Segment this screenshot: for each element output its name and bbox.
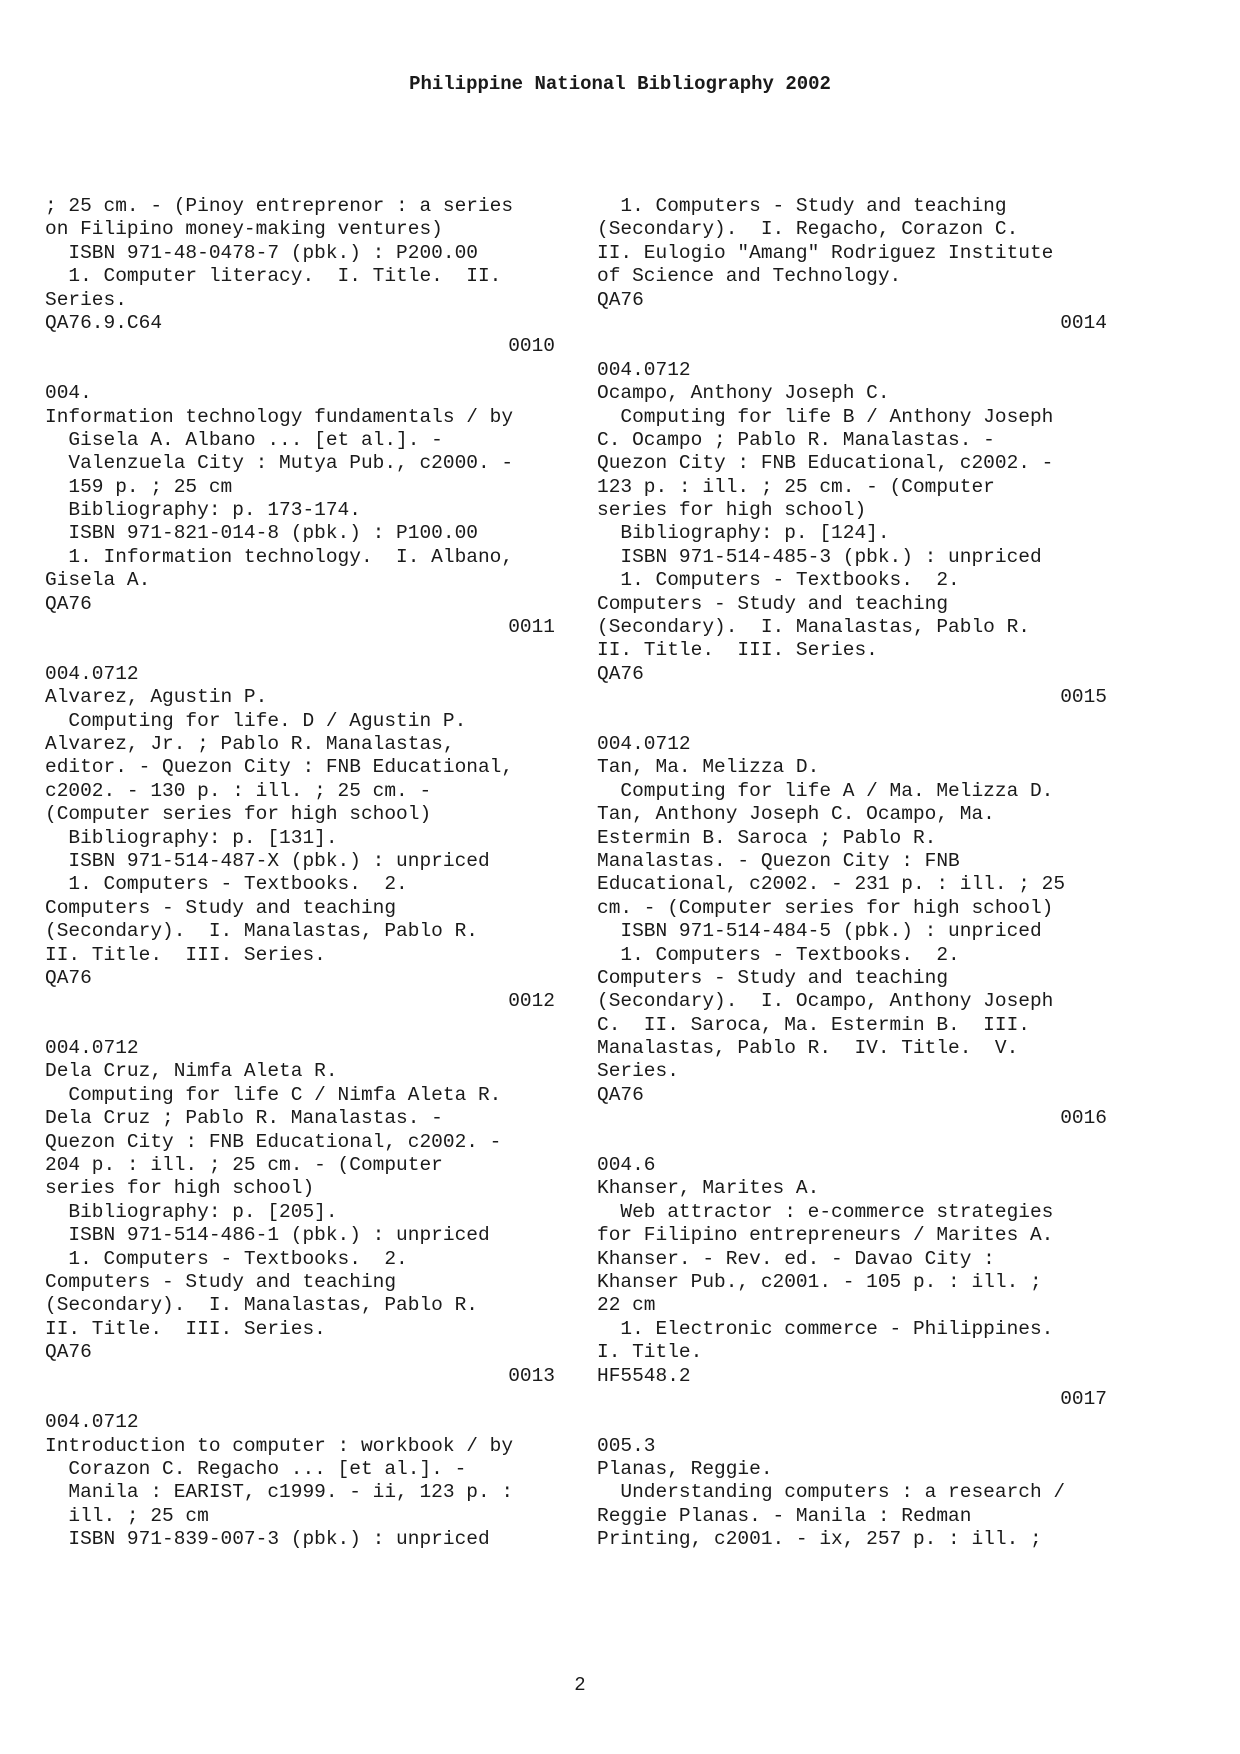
entry-0018-head (597, 1435, 1107, 1552)
entry-line: Web attractor : e-commerce strategies (597, 1200, 1054, 1223)
entry-line: series for high school) (597, 499, 867, 522)
entry-number: 0016 (1060, 1107, 1107, 1130)
entry-line: (Secondary). I. Ocampo, Anthony Joseph (597, 990, 1054, 1013)
entry-line: Dela Cruz ; Pablo R. Manalastas. - (45, 1107, 443, 1130)
entry-line: Series. (597, 1060, 679, 1083)
entry-line: QA76 (45, 592, 92, 615)
entry-line: Planas, Reggie. (597, 1458, 773, 1481)
entry-spacer (597, 1411, 1107, 1434)
entry-line: Gisela A. Albano ... [et al.]. - (45, 428, 443, 451)
entry-line: ill. ; 25 cm (45, 1504, 209, 1527)
entry-line: Quezon City : FNB Educational, c2002. - (597, 452, 1054, 475)
entry-number: 0012 (508, 990, 555, 1013)
entry-line: Bibliography: p. [124]. (597, 522, 890, 545)
entry-spacer (597, 1131, 1107, 1154)
entry-0014-tail (597, 195, 1107, 359)
entry-line: cm. - (Computer series for high school) (597, 896, 1054, 919)
entry-line: Reggie Planas. - Manila : Redman (597, 1504, 972, 1527)
entry-line: 22 cm (597, 1294, 656, 1317)
entry-line: 159 p. ; 25 cm (45, 475, 233, 498)
entry-line: (Computer series for high school) (45, 803, 432, 826)
entry-line: 1. Computers - Textbooks. 2. (597, 943, 960, 966)
entry-line: ISBN 971-839-007-3 (pbk.) : unpriced (45, 1528, 490, 1551)
entry-line: C. Ocampo ; Pablo R. Manalastas. - (597, 428, 995, 451)
entry-line: editor. - Quezon City : FNB Educational, (45, 756, 514, 779)
entry-spacer (45, 359, 555, 382)
entry-line: QA76 (45, 1341, 92, 1364)
entry-line: Manalastas, Pablo R. IV. Title. V. (597, 1037, 1019, 1060)
entry-line: Computing for life A / Ma. Melizza D. (597, 779, 1054, 802)
entry-line: Information technology fundamentals / by (45, 405, 514, 428)
entry-line: Understanding computers : a research / (597, 1481, 1066, 1504)
entry-0010-tail (45, 195, 555, 382)
entry-line: 004. (45, 382, 92, 405)
entry-line: 004.6 (597, 1154, 656, 1177)
entry-line: 004.0712 (45, 1411, 139, 1434)
entry-line: Ocampo, Anthony Joseph C. (597, 382, 890, 405)
entry-line: series for high school) (45, 1177, 315, 1200)
entry-line: 1. Computers - Textbooks. 2. (45, 1247, 408, 1270)
entry-line: Quezon City : FNB Educational, c2002. - (45, 1130, 502, 1153)
entry-0016 (597, 733, 1107, 1154)
entry-line: Tan, Anthony Joseph C. Ocampo, Ma. (597, 803, 995, 826)
entry-line: Computers - Study and teaching (45, 1270, 397, 1293)
entry-number: 0017 (1060, 1387, 1107, 1410)
entry-number: 0014 (1060, 311, 1107, 334)
entry-line: Tan, Ma. Melizza D. (597, 756, 820, 779)
entry-line: ISBN 971-514-486-1 (pbk.) : unpriced (45, 1224, 490, 1247)
entry-line: Alvarez, Agustin P. (45, 686, 268, 709)
entry-line: QA76 (597, 662, 644, 685)
entry-line: (Secondary). I. Regacho, Corazon C. (597, 218, 1019, 241)
entry-line: (Secondary). I. Manalastas, Pablo R. (597, 616, 1030, 639)
entry-line: (Secondary). I. Manalastas, Pablo R. (45, 1294, 478, 1317)
entry-line: Alvarez, Jr. ; Pablo R. Manalastas, (45, 732, 455, 755)
entry-spacer (45, 639, 555, 662)
entry-line: Computers - Study and teaching (45, 896, 397, 919)
entry-spacer (45, 1388, 555, 1411)
entry-line: 1. Electronic commerce - Philippines. (597, 1317, 1054, 1340)
entry-line: 1. Information technology. I. Albano, (45, 545, 514, 568)
page-title: Philippine National Bibliography 2002 (409, 73, 831, 95)
entry-line: Bibliography: p. 173-174. (45, 499, 361, 522)
entry-line: Series. (45, 288, 127, 311)
entry-line: on Filipino money-making ventures) (45, 218, 443, 241)
entry-line: 1. Computers - Textbooks. 2. (597, 569, 960, 592)
entry-number: 0015 (1060, 686, 1107, 709)
entry-line: Gisela A. (45, 569, 151, 592)
entry-line: Introduction to computer : workbook / by (45, 1434, 514, 1457)
entry-0017 (597, 1154, 1107, 1435)
entry-line: QA76 (45, 966, 92, 989)
entry-line: II. Title. III. Series. (45, 1317, 326, 1340)
entry-line: Dela Cruz, Nimfa Aleta R. (45, 1060, 338, 1083)
entry-0012 (45, 663, 555, 1037)
entry-line: of Science and Technology. (597, 265, 902, 288)
entry-line: II. Title. III. Series. (597, 639, 878, 662)
entry-line: ISBN 971-514-485-3 (pbk.) : unpriced (597, 545, 1042, 568)
entry-number: 0010 (508, 335, 555, 358)
entry-line: Valenzuela City : Mutya Pub., c2000. - (45, 452, 514, 475)
entry-line: 123 p. : ill. ; 25 cm. - (Computer (597, 475, 995, 498)
entry-line: 004.0712 (597, 732, 691, 755)
entry-0015 (597, 359, 1107, 733)
entry-line: 004.0712 (45, 662, 139, 685)
left-column (45, 195, 555, 1552)
entry-line: 204 p. : ill. ; 25 cm. - (Computer (45, 1154, 443, 1177)
entry-line: I. Title. (597, 1341, 703, 1364)
entry-line: QA76.9.C64 (45, 311, 163, 334)
entry-line: ISBN 971-48-0478-7 (pbk.) : P200.00 (45, 241, 478, 264)
entry-line: Computing for life B / Anthony Joseph (597, 405, 1054, 428)
entry-line: QA76 (597, 288, 644, 311)
entry-line: 005.3 (597, 1434, 656, 1457)
entry-line: Computing for life. D / Agustin P. (45, 709, 467, 732)
entry-line: 004.0712 (45, 1037, 139, 1060)
entry-spacer (45, 1014, 555, 1037)
entry-line: Corazon C. Regacho ... [et al.]. - (45, 1458, 467, 1481)
entry-line: ; 25 cm. - (Pinoy entreprenor : a series (45, 195, 514, 217)
entry-0013 (45, 1037, 555, 1411)
right-column (597, 195, 1107, 1552)
page-number: 2 (574, 1674, 586, 1696)
entry-line: c2002. - 130 p. : ill. ; 25 cm. - (45, 779, 432, 802)
entry-line: ISBN 971-514-484-5 (pbk.) : unpriced (597, 920, 1042, 943)
entry-0014-head (45, 1411, 555, 1551)
entry-line: Manalastas. - Quezon City : FNB (597, 849, 960, 872)
entry-spacer (597, 710, 1107, 733)
entry-line: ISBN 971-821-014-8 (pbk.) : P100.00 (45, 522, 478, 545)
entry-line: ISBN 971-514-487-X (pbk.) : unpriced (45, 849, 490, 872)
entry-line: C. II. Saroca, Ma. Estermin B. III. (597, 1013, 1030, 1036)
entry-line: II. Title. III. Series. (45, 943, 326, 966)
entry-number: 0013 (508, 1364, 555, 1387)
entry-0011 (45, 382, 555, 663)
entry-spacer (597, 335, 1107, 358)
entry-line: Bibliography: p. [205]. (45, 1200, 338, 1223)
entry-line: 004.0712 (597, 358, 691, 381)
entry-line: 1. Computers - Study and teaching (597, 195, 1007, 217)
entry-line: for Filipino entrepreneurs / Marites A. (597, 1224, 1054, 1247)
entry-line: Printing, c2001. - ix, 257 p. : ill. ; (597, 1528, 1042, 1551)
entry-line: 1. Computers - Textbooks. 2. (45, 873, 408, 896)
entry-line: Khanser, Marites A. (597, 1177, 820, 1200)
entry-line: HF5548.2 (597, 1364, 691, 1387)
entry-line: Computers - Study and teaching (597, 966, 949, 989)
entry-line: Educational, c2002. - 231 p. : ill. ; 25 (597, 873, 1066, 896)
entry-line: Bibliography: p. [131]. (45, 826, 338, 849)
entry-line: II. Eulogio "Amang" Rodriguez Institute (597, 241, 1054, 264)
entry-number: 0011 (508, 616, 555, 639)
entry-line: Khanser. - Rev. ed. - Davao City : (597, 1247, 995, 1270)
entry-line: Khanser Pub., c2001. - 105 p. : ill. ; (597, 1270, 1042, 1293)
entry-line: 1. Computer literacy. I. Title. II. (45, 265, 502, 288)
entry-line: QA76 (597, 1083, 644, 1106)
entry-line: Manila : EARIST, c1999. - ii, 123 p. : (45, 1481, 514, 1504)
entry-line: Computing for life C / Nimfa Aleta R. (45, 1083, 502, 1106)
entry-line: (Secondary). I. Manalastas, Pablo R. (45, 920, 478, 943)
entry-line: Estermin B. Saroca ; Pablo R. (597, 826, 937, 849)
entry-line: Computers - Study and teaching (597, 592, 949, 615)
